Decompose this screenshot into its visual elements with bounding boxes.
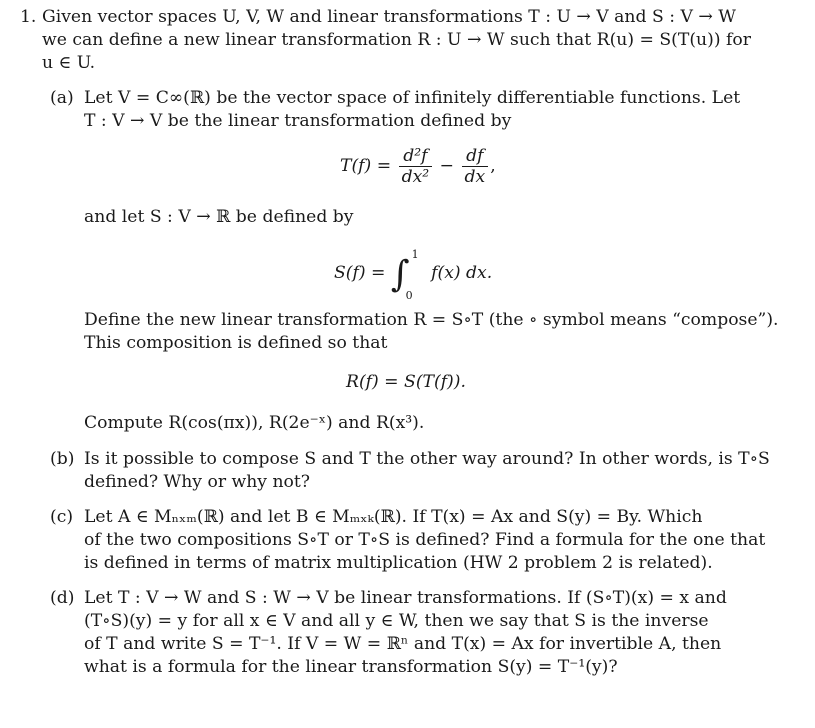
part-a-line-2: T : V → V be the linear transformation defined by (84, 111, 512, 131)
eq-T-end: , (490, 156, 496, 176)
part-b-label: (b) (50, 449, 75, 469)
part-c-line-2: of the two compositions S∘T or T∘S is defined? Find a formula for the one that (84, 530, 766, 550)
integral-lower-limit: 0 (405, 288, 413, 302)
intro-line-1: Given vector spaces U, V, W and linear transformations T : U → V and S : V → W (42, 7, 736, 27)
part-c-label: (c) (50, 507, 74, 527)
part-d-line-4: what is a formula for the linear transformation S(y) = T⁻¹(y)? (84, 657, 618, 677)
define-line-2: This composition is defined so that (84, 333, 388, 353)
part-d-line-2: (T∘S)(y) = y for all x ∈ V and all y ∈ W, then we say that S is the inverse (84, 611, 709, 631)
and-let-line: and let S : V → ℝ be defined by (84, 207, 354, 227)
equation-R: R(f) = S(T(f)). (346, 372, 466, 392)
part-b-line-1: Is it possible to compose S and T the other way around? In other words, is T∘S (84, 449, 770, 469)
fraction-second-derivative (399, 146, 433, 187)
integral-limits (405, 247, 426, 302)
define-line-1: Define the new linear transformation R = S∘T (the ∘ symbol means “compose”). (84, 310, 779, 330)
part-d-line-1: Let T : V → W and S : W → V be linear transformations. If (S∘T)(x) = x and (84, 588, 727, 608)
eq-T-minus: − (439, 156, 455, 176)
intro-line-3: u ∈ U. (42, 53, 96, 73)
eq-S-lhs: S(f) = (334, 263, 386, 283)
eq-T-lhs: T(f) = (340, 156, 392, 176)
fraction-first-derivative (462, 146, 489, 187)
frac-num-2: df (462, 146, 489, 167)
compute-line: Compute R(cos(πx)), R(2e⁻ˣ) and R(x³). (84, 413, 425, 433)
eq-S-integrand: f(x) dx. (431, 263, 493, 283)
equation-T (340, 146, 496, 187)
part-b-line-2: defined? Why or why not? (84, 472, 310, 492)
part-a-label: (a) (50, 88, 74, 108)
part-d-line-3: of T and write S = T⁻¹. If V = W = ℝⁿ and T(x) = Ax for invertible A, then (84, 634, 722, 654)
part-c-line-3: is defined in terms of matrix multiplication (HW 2 problem 2 is related). (84, 553, 713, 573)
problem-number: 1. (20, 7, 37, 27)
integral-sign: ∫ (390, 254, 410, 295)
integral-upper-limit: 1 (411, 247, 419, 261)
intro-line-2: we can define a new linear transformation R : U → W such that R(u) = S(T(u)) for (42, 30, 751, 50)
frac-num-1: d²f (399, 146, 433, 167)
part-a-line-1: Let V = C∞(ℝ) be the vector space of infinitely differentiable functions. Let (84, 88, 741, 108)
frac-den-2: dx (464, 167, 486, 187)
frac-den-1: dx² (401, 167, 430, 187)
part-d-label: (d) (50, 588, 75, 608)
part-c-line-1: Let A ∈ Mₙₓₘ(ℝ) and let B ∈ Mₘₓₖ(ℝ). If T(x) = Ax and S(y) = By. Which (84, 507, 703, 527)
equation-S (334, 246, 493, 302)
